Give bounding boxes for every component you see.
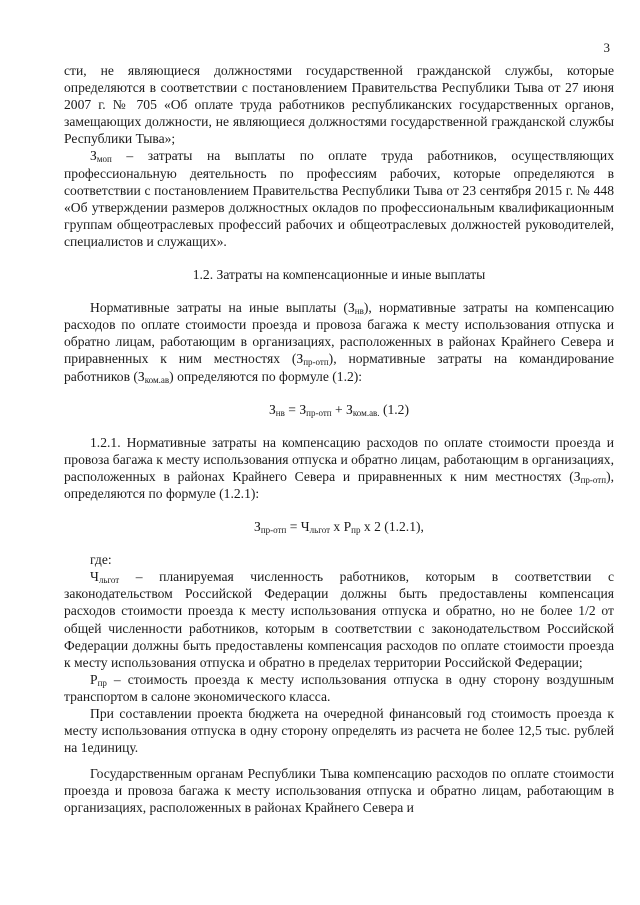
paragraph-7: При составлении проекта бюджета на очередной финансовый год стоимость проезда к месту использования отпуска в одну сторону определять из расчета не более 12,5 тыс. рублей на 1единицу. — [64, 706, 614, 756]
page-number: 3 — [603, 40, 610, 55]
where-label: где: — [90, 552, 112, 568]
document-body — [64, 62, 614, 817]
paragraph-3: Нормативные затраты на иные выплаты $(З_{нв})$, нормативные затраты на компенсацию расходов по оплате стоимости проезда и провоза багажа к месту использования отпуска и обратно лицам, работающим в организациях, расположенных в районах Крайнего Севера и приравненных к ним местностях $(З_{пр-отп})$, нормативные затраты на командирование работников $(З_{ком.ав})$ определяются по формуле (1.2): — [64, 300, 614, 385]
paragraph-2: $З_{моп}$ – затраты на выплаты по оплате труда работников, осуществляющих профессиональную деятельность по профессиям рабочих, которые определяются в соответствии с постановлением Правительства Республики Тыва от 23 сентября 2015 г. № 448 «Об утверждении размеров должностных окладов по профессиональным квалификационным группам общеотраслевых профессий рабочих и общеотраслевых должностей руководителей, специалистов и служащих». — [64, 148, 614, 249]
paragraph-8: Государственным органам Республики Тыва компенсацию расходов по оплате стоимости проезда и провоза багажа к месту использования отпуска и обратно лицам, работающим в организациях, расположенных в районах Крайнего Севера и — [64, 766, 614, 816]
paragraph-5: $Ч_{льгот}$ – планируемая численность работников, которым в соответствии с законодательством Российской Федерации должны быть предоставлены компенсация расходов стоимости проезда к месту использования отпуска и обратно, но не более 1/2 от общей численности работников, которым в соответствии с законодательством Российской Федерации должны быть предоставлены компенсация расходов по оплате стоимости проезда к месту использования отпуска и обратно в пределах территории Российской Федерации; — [64, 569, 614, 670]
paragraph-6: $Р_{пр}$ – стоимость проезда к месту использования отпуска в одну сторону воздушным транспортом в салоне экономического класса. — [64, 671, 614, 704]
paragraph-4: 1.2.1. Нормативные затраты на компенсацию расходов по оплате стоимости проезда и провоза багажа к месту использования отпуска и обратно лицам, работающим в организациях, расположенных в районах Крайнего Севера и приравненных к ним местностях $(З_{пр-отп})$, определяются по формуле (1.2.1): — [64, 434, 614, 501]
formula-1-2: $З_{нв} = З_{пр-отп} + З_{ком.ав.}$ (1.2) — [268, 401, 410, 418]
section-heading: 1.2. Затраты на компенсационные и иные выплаты — [192, 267, 486, 283]
formula-1-2-1: $З_{пр-отп} = Ч_{льгот}$ х $Р_{пр}$ х 2 (1.2.1), — [254, 519, 424, 536]
paragraph-1: сти, не являющиеся должностями государственной гражданской службы, которые определяются в соответствии с постановлением Правительства Республики Тыва от 27 июня 2007 г. № 705 «Об оплате труда работников республиканских государственных органов, замещающих должности, не являющиеся должностями государственной гражданской службы Республики Тыва»; — [64, 63, 614, 147]
